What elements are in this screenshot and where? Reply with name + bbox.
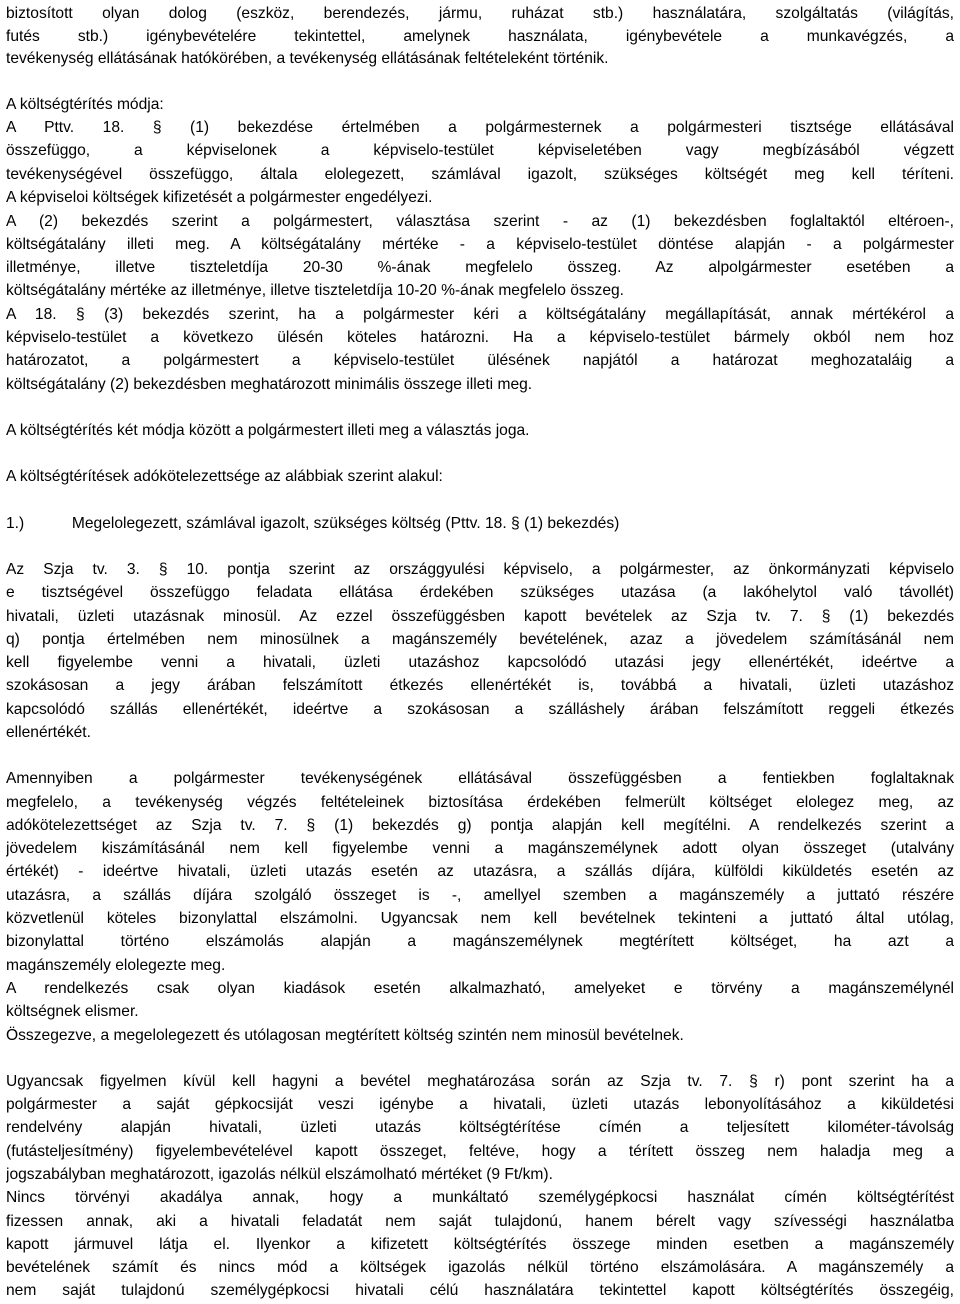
text-line: megfelelo, a tevékenység végzés feltételeinek biztosítása érdekében felmerült költséget elolegez meg, az xyxy=(6,794,954,811)
text-line: utazásra, a szállás díjára szolgáló összeget is -, amellyel szemben a magánszemély a juttató részére xyxy=(6,887,954,904)
text-line: értékét) - ideértve hivatali, üzleti utazás esetén az utazásra, a szállás díjára, külföldi kiküldetés esetén az xyxy=(6,863,954,880)
text-line: ellenértékét. xyxy=(6,724,91,741)
text-line: illetménye, illetve tiszteletdíja 20-30 %-ának megfelelo összeg. Az alpolgármester esetében a xyxy=(6,259,954,276)
text-line: Az Szja tv. 3. § 10. pontja szerint az országgyulési képviselo, a polgármester, az önkormányzati képviselo xyxy=(6,561,954,578)
text-line: 1.) Megelolegezett, számlával igazolt, szükséges költség (Pttv. 18. § (1) bekezdés) xyxy=(6,515,620,532)
text-line: adókötelezettséget az Szja tv. 7. § (1) bekezdés g) pontja alapján kell megítélni. A rendelkezés szerint a xyxy=(6,817,954,834)
text-line: költségnek elismer. xyxy=(6,1003,139,1020)
text-line: A Pttv. 18. § (1) bekezdése értelmében a polgármesternek a polgármesteri tisztsége ellátásával xyxy=(6,119,954,136)
text-line: A (2) bekezdés szerint a polgármestert, választása szerint - az (1) bekezdésben foglaltaktól eltéroen-, xyxy=(6,213,954,230)
text-line: Összegezve, a megelolegezett és utólagosan megtérített költség szintén nem minosül bevételnek. xyxy=(6,1027,684,1044)
text-line: tevékenységével összefüggo, általa elolegezett, számlával igazolt, szükséges költségét meg kell téríteni. xyxy=(6,166,954,183)
text-line: költségátalány illeti meg. A költségátalány mértéke - a képviselo-testület döntése alapján - a polgármester xyxy=(6,236,954,253)
text-line: hivatali, üzleti utazásnak minosül. Az ezzel összefüggésben kapott bevételek az Szja tv. 7. § (1) bekezdés xyxy=(6,608,954,625)
text-line: kapott jármuvel látja el. Ilyenkor a kifizetett költségtérítés összege minden esetben a magánszemély xyxy=(6,1236,954,1253)
text-line: összefüggo, a képviselonek a képviselo-testület képviseletében vagy megbízásából végzett xyxy=(6,142,954,159)
text-line: magánszemély elolegezte meg. xyxy=(6,957,226,974)
text-line: rendelvény alapján hivatali, üzleti utazás költségtérítése címén a teljesített kilométer-távolság xyxy=(6,1119,954,1136)
text-line: közvetlenül köteles bizonylattal elszámolni. Ugyancsak nem kell bevételnek tekinteni a juttató által utólag, xyxy=(6,910,954,927)
text-line: q) pontja értelmében nem minosülnek a magánszemély bevételének, azaz a jövedelem számításánál nem xyxy=(6,631,954,648)
text-line: A költségtérítés két módja között a polgármestert illeti meg a választás joga. xyxy=(6,422,530,439)
text-line: biztosított olyan dolog (eszköz, berendezés, jármu, ruházat stb.) használatára, szolgáltatás (világítás, xyxy=(6,5,954,22)
text-line: A 18. § (3) bekezdés szerint, ha a polgármester kéri a költségátalány megállapítását, annak mértékérol a xyxy=(6,306,954,323)
text-line: költségátalány mértéke az illetménye, illetve tiszteletdíja 10-20 %-ának megfelelo összeg. xyxy=(6,282,625,299)
text-line: polgármester a saját gépkocsiját veszi igénybe a hivatali, üzleti utazás lebonyolításához a kiküldetési xyxy=(6,1096,954,1113)
text-line: bevételének számít és nincs mód a költségek igazolás nélkül történo elszámolására. A magánszemély a xyxy=(6,1259,954,1276)
text-line: bizonylattal történo elszámolás alapján a magánszemélynek megtérített költséget, ha azt a xyxy=(6,933,954,950)
text-line: költségátalány (2) bekezdésben meghatározott minimális összege illeti meg. xyxy=(6,376,533,393)
text-line: határozatot, a polgármestert a képviselo-testület ülésének napjától a határozat meghozataláig a xyxy=(6,352,954,369)
text-line: Amennyiben a polgármester tevékenységének ellátásával összefüggésben a fentiekben foglaltaknak xyxy=(6,770,954,787)
text-line: A költségtérítés módja: xyxy=(6,96,164,113)
text-line: e tisztségével összefüggo feladata ellátása érdekében szükséges utazása (a lakóhelytol való távollét) xyxy=(6,584,954,601)
text-line: nem saját tulajdonú személygépkocsi hivatali célú használatára tekintettel kapott költségtérítés összegéig, xyxy=(6,1282,954,1299)
text-line: szokásosan a jegy árában felszámított étkezés ellenértékét is, továbbá a hivatali, üzleti utazáshoz xyxy=(6,677,954,694)
text-line: (futásteljesítmény) figyelembevételével kapott összeget, feltéve, hogy a térített összeg nem haladja meg a xyxy=(6,1143,954,1160)
text-line: jogszabályban meghatározott, igazolás nélkül elszámolható mértéket (9 Ft/km). xyxy=(6,1166,553,1183)
text-line: A rendelkezés csak olyan kiadások esetén alkalmazható, amelyeket e törvény a magánszemélynél xyxy=(6,980,954,997)
text-line: A képviseloi költségek kifizetését a polgármester engedélyezi. xyxy=(6,189,433,206)
text-line: A költségtérítések adókötelezettsége az alábbiak szerint alakul: xyxy=(6,468,443,485)
text-line: jövedelem kiszámításánál nem kell figyelembe venni a magánszemélynek adott olyan összeget (utalvány xyxy=(6,840,954,857)
text-line: kell figyelembe venni a hivatali, üzleti utazáshoz kapcsolódó utazási jegy ellenértékét, ideértve a xyxy=(6,654,954,671)
text-line: futés stb.) igénybevételére tekintettel, amelynek használata, igénybevétele a munkavégzés, a xyxy=(6,28,954,45)
text-line: fizessen annak, aki a hivatali feladatát nem saját tulajdonú, hanem bérelt vagy szívességi használatba xyxy=(6,1213,954,1230)
text-line: Ugyancsak figyelmen kívül kell hagyni a bevétel meghatározása során az Szja tv. 7. § r) pont szerint ha a xyxy=(6,1073,954,1090)
text-line: kapcsolódó szállás ellenértékét, ideértve a szokásosan a szálláshely árában felszámított reggeli étkezés xyxy=(6,701,954,718)
text-line: Nincs törvényi akadálya annak, hogy a munkáltató személygépkocsi használat címén költségtérítést xyxy=(6,1189,954,1206)
text-line: tevékenység ellátásának hatókörében, a tevékenység ellátásának feltételeként történik. xyxy=(6,50,609,67)
text-line: képviselo-testület a következo ülésén köteles határozni. Ha a képviselo-testület bármely okból nem hoz xyxy=(6,329,954,346)
